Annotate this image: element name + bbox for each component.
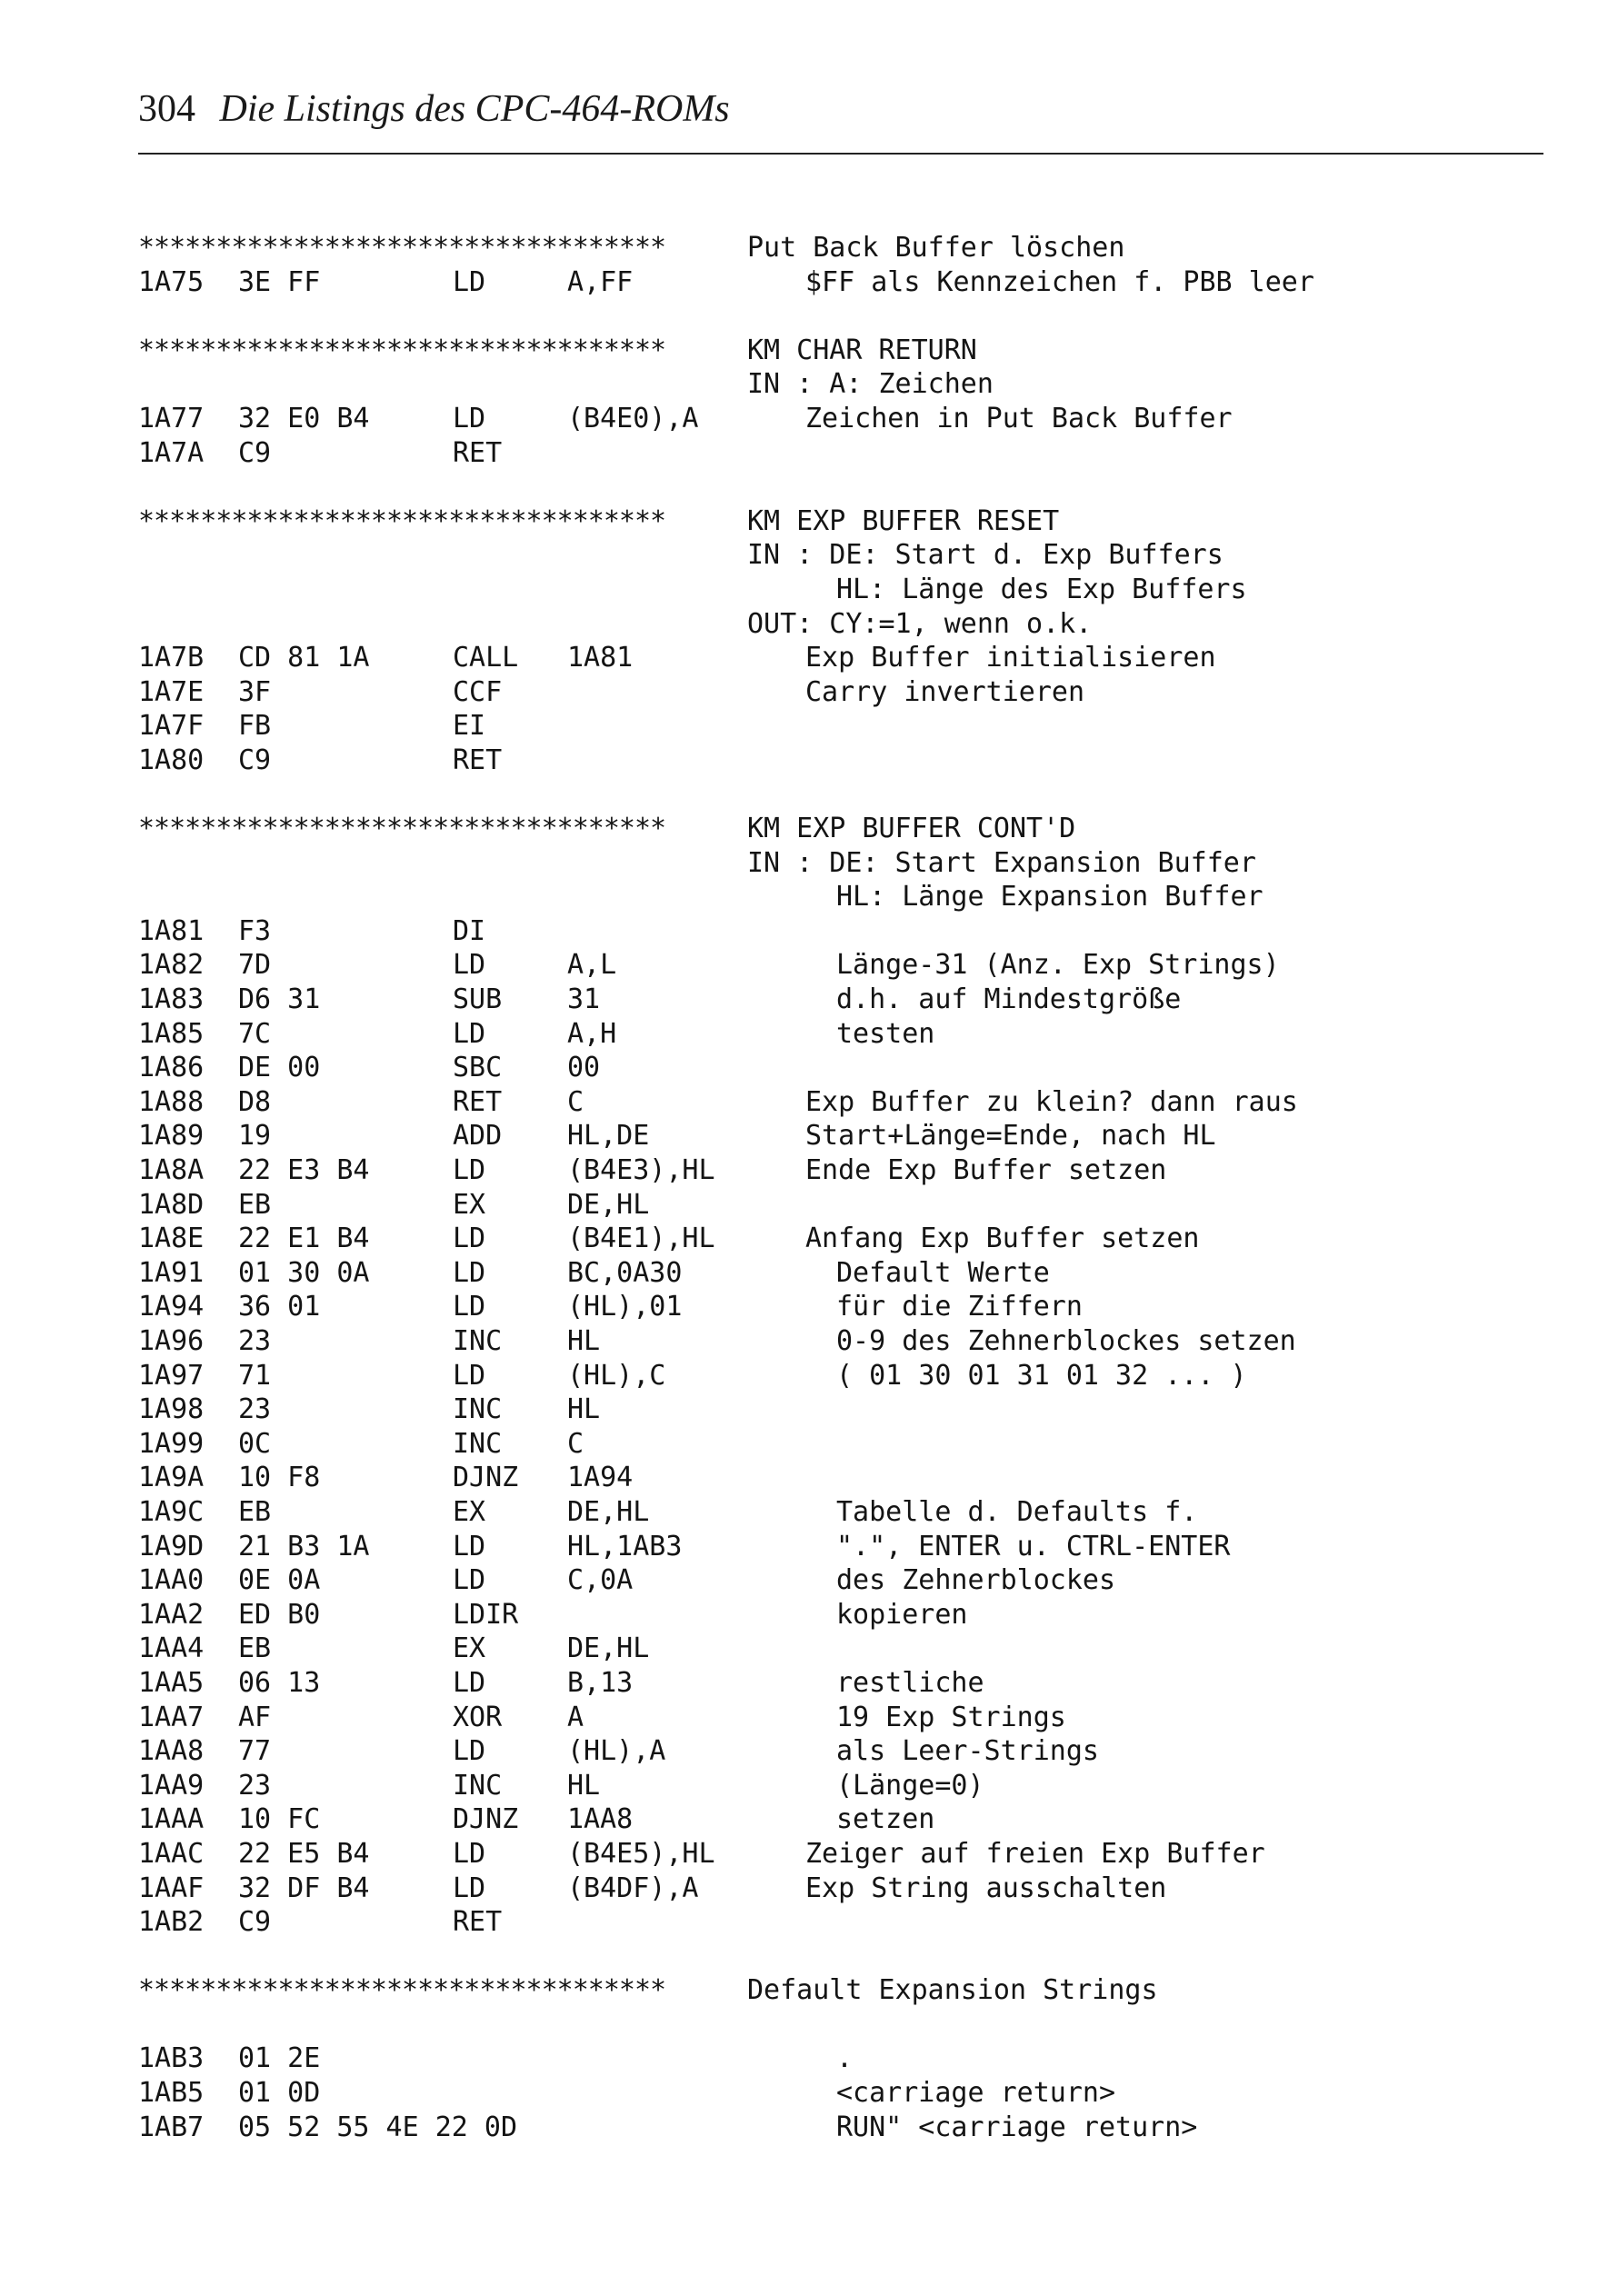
operand: B,13	[567, 1666, 634, 1699]
hex-bytes: 7D	[238, 949, 272, 982]
address: 1A9D	[138, 1530, 205, 1562]
hex-bytes: 22 E1 B4	[238, 1223, 370, 1255]
operand: (HL),C	[567, 1359, 666, 1392]
page-title: Die Listings des CPC-464-ROMs	[219, 88, 730, 130]
code-comment: Exp String ausschalten	[805, 1872, 1167, 1904]
code-comment: restliche	[836, 1666, 984, 1699]
page-header	[138, 87, 1538, 131]
hex-bytes: ED B0	[238, 1598, 321, 1631]
operand: (HL),A	[567, 1735, 666, 1768]
mnemonic: RET	[453, 436, 503, 469]
section-heading: Put Back Buffer löschen	[747, 232, 1125, 264]
io-note: OUT: CY:=1, wenn o.k.	[747, 607, 1093, 640]
code-comment: .	[836, 2042, 854, 2075]
mnemonic: DJNZ	[453, 1462, 519, 1494]
hex-bytes: 22 E3 B4	[238, 1154, 370, 1187]
hex-bytes: 10 FC	[238, 1803, 321, 1836]
mnemonic: LD	[453, 1666, 486, 1699]
mnemonic: CCF	[453, 675, 503, 708]
address: 1A7A	[138, 436, 205, 469]
section-heading: KM EXP BUFFER CONT'D	[747, 813, 1076, 845]
operand: (HL),01	[567, 1291, 683, 1323]
io-note: IN : DE: Start d. Exp Buffers	[747, 539, 1223, 572]
hex-bytes: 0E 0A	[238, 1564, 321, 1597]
hex-bytes: 19	[238, 1120, 272, 1153]
mnemonic: LD	[453, 1359, 486, 1392]
hex-bytes: 32 E0 B4	[238, 402, 370, 434]
address: 1A75	[138, 265, 205, 298]
mnemonic: EI	[453, 710, 486, 743]
mnemonic: LD	[453, 402, 486, 434]
hex-bytes: 05 52 55 4E 22 0D	[238, 2111, 518, 2143]
code-comment: kopieren	[836, 1598, 968, 1631]
code-comment: $FF als Kennzeichen f. PBB leer	[805, 265, 1314, 298]
address: 1A8E	[138, 1223, 205, 1255]
operand: DE,HL	[567, 1495, 650, 1528]
mnemonic: RET	[453, 744, 503, 776]
code-comment: Exp Buffer zu klein? dann raus	[805, 1085, 1298, 1118]
code-comment: Ende Exp Buffer setzen	[805, 1154, 1167, 1187]
code-comment: als Leer-Strings	[836, 1735, 1099, 1768]
code-comment: Start+Länge=Ende, nach HL	[805, 1120, 1216, 1153]
separator-stars: **********************************	[138, 504, 666, 537]
code-comment: ( 01 30 01 31 01 32 ... )	[836, 1359, 1247, 1392]
mnemonic: RET	[453, 1085, 503, 1118]
code-comment: d.h. auf Mindestgröße	[836, 983, 1182, 1016]
mnemonic: LD	[453, 1017, 486, 1050]
address: 1A9C	[138, 1495, 205, 1528]
operand: HL	[567, 1393, 601, 1426]
operand: C	[567, 1085, 584, 1118]
hex-bytes: DE 00	[238, 1052, 321, 1084]
mnemonic: LD	[453, 265, 486, 298]
address: 1A80	[138, 744, 205, 776]
address: 1A91	[138, 1256, 205, 1289]
address: 1AB3	[138, 2042, 205, 2075]
address: 1A82	[138, 949, 205, 982]
hex-bytes: 01 2E	[238, 2042, 321, 2075]
operand: C	[567, 1427, 584, 1460]
operand: A,L	[567, 949, 617, 982]
address: 1A7F	[138, 710, 205, 743]
mnemonic: LD	[453, 1735, 486, 1768]
address: 1A96	[138, 1325, 205, 1357]
operand: HL	[567, 1325, 601, 1357]
code-comment: ".", ENTER u. CTRL-ENTER	[836, 1530, 1231, 1562]
hex-bytes: EB	[238, 1632, 272, 1665]
mnemonic: EX	[453, 1188, 486, 1221]
address: 1AB5	[138, 2077, 205, 2110]
io-note: HL: Länge Expansion Buffer	[836, 881, 1263, 913]
address: 1A83	[138, 983, 205, 1016]
operand: A	[567, 1701, 584, 1733]
code-comment: (Länge=0)	[836, 1769, 984, 1802]
address: 1A7B	[138, 642, 205, 674]
io-note: IN : DE: Start Expansion Buffer	[747, 846, 1256, 879]
address: 1A8D	[138, 1188, 205, 1221]
separator-stars: **********************************	[138, 334, 666, 366]
separator-stars: **********************************	[138, 813, 666, 845]
hex-bytes: 3F	[238, 675, 272, 708]
hex-bytes: 23	[238, 1325, 272, 1357]
address: 1AAA	[138, 1803, 205, 1836]
operand: HL	[567, 1769, 601, 1802]
operand: 31	[567, 983, 601, 1016]
mnemonic: EX	[453, 1632, 486, 1665]
operand: 00	[567, 1052, 601, 1084]
operand: 1A81	[567, 642, 634, 674]
address: 1AA8	[138, 1735, 205, 1768]
hex-bytes: EB	[238, 1495, 272, 1528]
address: 1AAF	[138, 1872, 205, 1904]
mnemonic: LD	[453, 1530, 486, 1562]
operand: (B4E1),HL	[567, 1223, 715, 1255]
address: 1AA2	[138, 1598, 205, 1631]
mnemonic: DJNZ	[453, 1803, 519, 1836]
hex-bytes: FB	[238, 710, 272, 743]
separator-stars: **********************************	[138, 1974, 666, 2007]
code-comment: Tabelle d. Defaults f.	[836, 1495, 1198, 1528]
address: 1AA4	[138, 1632, 205, 1665]
mnemonic: LD	[453, 1223, 486, 1255]
operand: (B4E3),HL	[567, 1154, 715, 1187]
mnemonic: LD	[453, 1837, 486, 1870]
operand: (B4E0),A	[567, 402, 699, 434]
hex-bytes: CD 81 1A	[238, 642, 370, 674]
mnemonic: LD	[453, 1291, 486, 1323]
mnemonic: LDIR	[453, 1598, 519, 1631]
address: 1AB7	[138, 2111, 205, 2143]
hex-bytes: D6 31	[238, 983, 321, 1016]
operand: DE,HL	[567, 1632, 650, 1665]
hex-bytes: 23	[238, 1769, 272, 1802]
hex-bytes: 23	[238, 1393, 272, 1426]
code-comment: <carriage return>	[836, 2077, 1116, 2110]
code-comment: Exp Buffer initialisieren	[805, 642, 1216, 674]
address: 1AB2	[138, 1906, 205, 1939]
hex-bytes: 32 DF B4	[238, 1872, 370, 1904]
mnemonic: DI	[453, 914, 486, 947]
operand: C,0A	[567, 1564, 634, 1597]
hex-bytes: 0C	[238, 1427, 272, 1460]
code-comment: für die Ziffern	[836, 1291, 1083, 1323]
code-comment: Zeichen in Put Back Buffer	[805, 402, 1233, 434]
operand: HL,DE	[567, 1120, 650, 1153]
code-comment: testen	[836, 1017, 935, 1050]
section-heading: KM EXP BUFFER RESET	[747, 504, 1060, 537]
separator-stars: **********************************	[138, 232, 666, 264]
operand: A,H	[567, 1017, 617, 1050]
operand: DE,HL	[567, 1188, 650, 1221]
code-comment: Default Werte	[836, 1256, 1050, 1289]
hex-bytes: C9	[238, 1906, 272, 1939]
mnemonic: SUB	[453, 983, 503, 1016]
hex-bytes: 36 01	[238, 1291, 321, 1323]
address: 1A99	[138, 1427, 205, 1460]
mnemonic: INC	[453, 1427, 503, 1460]
hex-bytes: 06 13	[238, 1666, 321, 1699]
code-comment: Anfang Exp Buffer setzen	[805, 1223, 1200, 1255]
hex-bytes: AF	[238, 1701, 272, 1733]
mnemonic: ADD	[453, 1120, 503, 1153]
hex-bytes: 01 30 0A	[238, 1256, 370, 1289]
operand: (B4DF),A	[567, 1872, 699, 1904]
hex-bytes: C9	[238, 744, 272, 776]
address: 1A8A	[138, 1154, 205, 1187]
address: 1A81	[138, 914, 205, 947]
address: 1AAC	[138, 1837, 205, 1870]
code-comment: Carry invertieren	[805, 675, 1085, 708]
address: 1A97	[138, 1359, 205, 1392]
code-comment: 19 Exp Strings	[836, 1701, 1066, 1733]
hex-bytes: 21 B3 1A	[238, 1530, 370, 1562]
address: 1A98	[138, 1393, 205, 1426]
mnemonic: SBC	[453, 1052, 503, 1084]
mnemonic: XOR	[453, 1701, 503, 1733]
code-comment: setzen	[836, 1803, 935, 1836]
address: 1AA9	[138, 1769, 205, 1802]
mnemonic: LD	[453, 1564, 486, 1597]
hex-bytes: 10 F8	[238, 1462, 321, 1494]
mnemonic: INC	[453, 1325, 503, 1357]
operand: 1A94	[567, 1462, 634, 1494]
address: 1A88	[138, 1085, 205, 1118]
mnemonic: LD	[453, 1154, 486, 1187]
code-comment: RUN" <carriage return>	[836, 2111, 1198, 2143]
mnemonic: RET	[453, 1906, 503, 1939]
section-heading: KM CHAR RETURN	[747, 334, 977, 366]
address: 1A7E	[138, 675, 205, 708]
io-note: HL: Länge des Exp Buffers	[836, 573, 1247, 605]
address: 1A85	[138, 1017, 205, 1050]
address: 1A94	[138, 1291, 205, 1323]
mnemonic: LD	[453, 1872, 486, 1904]
address: 1A9A	[138, 1462, 205, 1494]
code-comment: 0-9 des Zehnerblockes setzen	[836, 1325, 1296, 1357]
hex-bytes: 77	[238, 1735, 272, 1768]
hex-bytes: 71	[238, 1359, 272, 1392]
hex-bytes: D8	[238, 1085, 272, 1118]
address: 1A89	[138, 1120, 205, 1153]
hex-bytes: 7C	[238, 1017, 272, 1050]
address: 1A77	[138, 402, 205, 434]
code-comment: Länge-31 (Anz. Exp Strings)	[836, 949, 1280, 982]
mnemonic: LD	[453, 949, 486, 982]
section-heading: Default Expansion Strings	[747, 1974, 1158, 2007]
hex-bytes: F3	[238, 914, 272, 947]
hex-bytes: 3E FF	[238, 265, 321, 298]
hex-bytes: 01 0D	[238, 2077, 321, 2110]
address: 1AA5	[138, 1666, 205, 1699]
header-rule	[138, 153, 1543, 155]
address: 1AA7	[138, 1701, 205, 1733]
mnemonic: INC	[453, 1393, 503, 1426]
operand: (B4E5),HL	[567, 1837, 715, 1870]
operand: 1AA8	[567, 1803, 634, 1836]
io-note: IN : A: Zeichen	[747, 368, 994, 401]
hex-bytes: 22 E5 B4	[238, 1837, 370, 1870]
mnemonic: EX	[453, 1495, 486, 1528]
mnemonic: CALL	[453, 642, 519, 674]
hex-bytes: EB	[238, 1188, 272, 1221]
code-comment: Zeiger auf freien Exp Buffer	[805, 1837, 1265, 1870]
page-number: 304	[138, 88, 195, 130]
operand: BC,0A30	[567, 1256, 683, 1289]
address: 1A86	[138, 1052, 205, 1084]
hex-bytes: C9	[238, 436, 272, 469]
operand: A,FF	[567, 265, 634, 298]
mnemonic: LD	[453, 1256, 486, 1289]
mnemonic: INC	[453, 1769, 503, 1802]
code-comment: des Zehnerblockes	[836, 1564, 1116, 1597]
operand: HL,1AB3	[567, 1530, 683, 1562]
address: 1AA0	[138, 1564, 205, 1597]
